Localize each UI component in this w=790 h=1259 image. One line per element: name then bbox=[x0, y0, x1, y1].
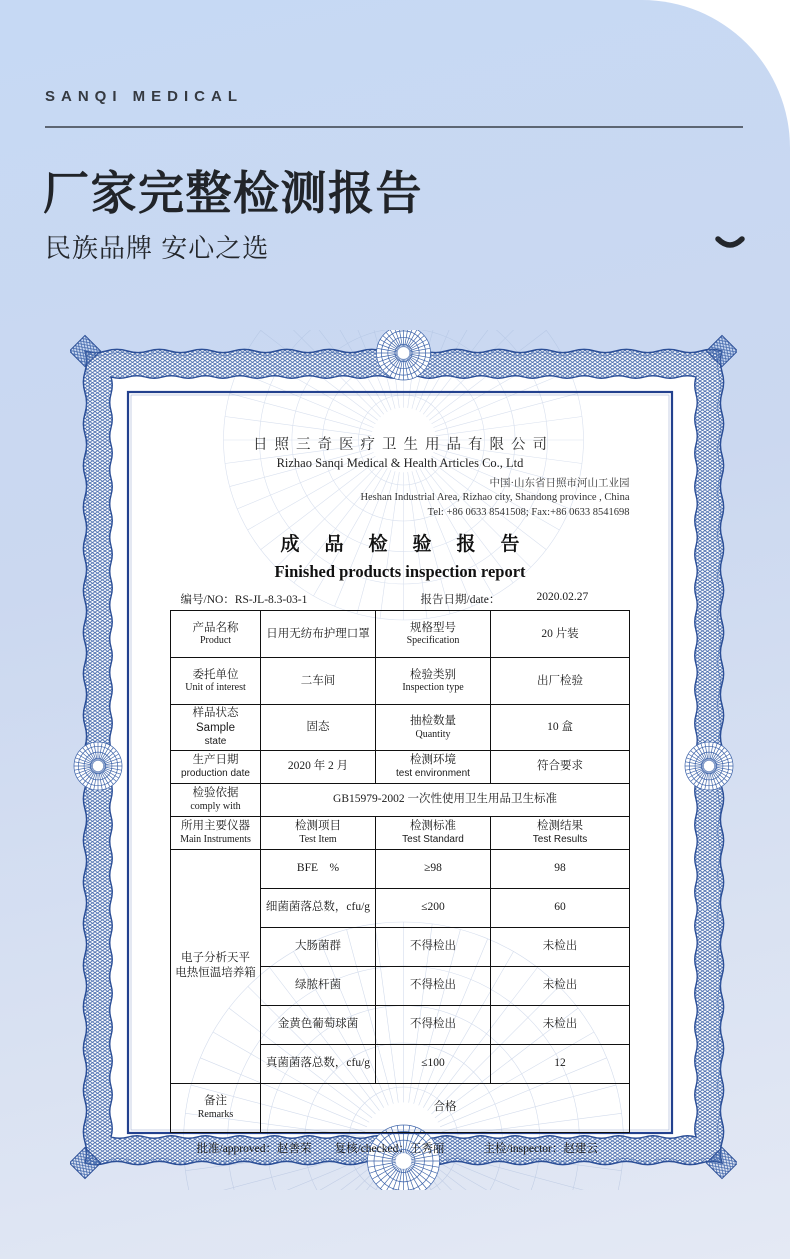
report-no bbox=[181, 591, 308, 607]
cell-value: 2020 年 2 月 bbox=[261, 750, 376, 783]
cell-value: 固态 bbox=[261, 705, 376, 750]
company-name-en: Rizhao Sanqi Medical & Health Articles Co., Ltd bbox=[276, 456, 524, 470]
test-item: 细菌菌落总数，cfu/g bbox=[261, 888, 376, 927]
test-standard: ≤100 bbox=[376, 1044, 491, 1083]
label-cn: 检验类别 bbox=[410, 668, 456, 681]
inspection-report bbox=[128, 392, 672, 1155]
report-no-value: RS-JL-8.3-03-1 bbox=[234, 594, 308, 607]
label-cn: 检验依据 bbox=[192, 786, 239, 799]
instruments-cell bbox=[171, 849, 261, 1083]
checked-by bbox=[335, 1140, 445, 1156]
table-row bbox=[171, 705, 630, 750]
cell-label bbox=[171, 783, 261, 816]
brand-logo-text: SANQI MEDICAL bbox=[45, 88, 243, 105]
approved-by bbox=[197, 1140, 312, 1156]
label-cn: 规格型号 bbox=[410, 621, 456, 634]
label-en: test environment bbox=[396, 767, 470, 779]
report-no-label: 编号/NO： bbox=[180, 594, 235, 607]
approved-name: 赵善荣 bbox=[276, 1142, 312, 1155]
test-standard: 不得检出 bbox=[376, 927, 491, 966]
label-cn: 所用主要仪器 bbox=[181, 819, 250, 832]
label-cn: 检测标准 bbox=[410, 819, 456, 832]
report-date-value: 2020.02.27 bbox=[536, 591, 589, 604]
page-title: 厂家完整检测报告 bbox=[43, 167, 423, 219]
header-divider bbox=[45, 126, 743, 128]
company-address bbox=[171, 477, 630, 520]
table-row-remarks bbox=[171, 1083, 630, 1132]
table-row bbox=[171, 611, 630, 658]
table-row bbox=[171, 750, 630, 783]
cell-value: 20 片装 bbox=[491, 611, 630, 658]
label-cn: 检测环境 bbox=[410, 753, 456, 766]
approved-label: 批准/approved： bbox=[196, 1142, 277, 1155]
report-title-cn: 成品检验报告 bbox=[280, 534, 545, 556]
column-header bbox=[171, 816, 261, 849]
test-standard: ≤200 bbox=[376, 888, 491, 927]
page-subtitle: 民族品牌 安心之选 bbox=[45, 233, 270, 263]
address-cn: 中国·山东省日照市河山工业园 bbox=[489, 478, 630, 489]
label-cn: 生产日期 bbox=[192, 753, 239, 766]
report-date-label: 报告日期/date： bbox=[420, 594, 501, 607]
table-row-comply bbox=[171, 783, 630, 816]
cell-value: 符合要求 bbox=[491, 750, 630, 783]
cell-label bbox=[171, 750, 261, 783]
address-en: Heshan Industrial Area, Rizhao city, Shandong province , China bbox=[360, 492, 630, 504]
label-en: Product bbox=[199, 635, 232, 647]
report-title-en: Finished products inspection report bbox=[274, 562, 526, 582]
cell-value: GB15979-2002 一次性使用卫生用品卫生标准 bbox=[261, 783, 630, 816]
column-header bbox=[261, 816, 376, 849]
cell-label bbox=[171, 705, 261, 750]
cell-label bbox=[171, 658, 261, 705]
label-en: state bbox=[204, 735, 227, 747]
label-cn: 备注 bbox=[204, 1094, 227, 1107]
test-item: 绿脓杆菌 bbox=[261, 966, 376, 1005]
cell-value: 二车间 bbox=[261, 658, 376, 705]
label-en: Test Standard bbox=[402, 833, 464, 845]
test-item: 大肠菌群 bbox=[261, 927, 376, 966]
test-result: 未检出 bbox=[491, 1005, 630, 1044]
label-cn: 产品名称 bbox=[192, 621, 239, 634]
label-en: Main Instruments bbox=[180, 833, 251, 845]
cell-label bbox=[376, 750, 491, 783]
test-result: 未检出 bbox=[491, 966, 630, 1005]
test-result: 98 bbox=[491, 849, 630, 888]
test-item: 金黄色葡萄球菌 bbox=[261, 1005, 376, 1044]
cell-label bbox=[171, 611, 261, 658]
cell-value: 日用无纺布护理口罩 bbox=[261, 611, 376, 658]
table-row bbox=[171, 658, 630, 705]
table-row-test bbox=[171, 849, 630, 888]
cell-value: 出厂检验 bbox=[491, 658, 630, 705]
test-standard: ≥98 bbox=[376, 849, 491, 888]
label-cn: 样品状态 Sample bbox=[192, 707, 239, 735]
tel-fax: Tel: +86 0633 8541508; Fax:+86 0633 8541698 bbox=[427, 506, 630, 518]
label-en: Test Results bbox=[532, 833, 588, 845]
label-cn: 抽检数量 bbox=[410, 714, 456, 727]
test-item: 真菌菌落总数，cfu/g bbox=[261, 1044, 376, 1083]
label-cn: 委托单位 bbox=[192, 668, 239, 681]
test-result: 未检出 bbox=[491, 927, 630, 966]
label-en: production date bbox=[181, 767, 250, 779]
signature-row bbox=[171, 1140, 630, 1158]
label-en: Inspection type bbox=[402, 682, 464, 694]
label-en: comply with bbox=[190, 800, 241, 812]
cell-label bbox=[376, 658, 491, 705]
test-item: BFE % bbox=[261, 849, 376, 888]
inspection-table bbox=[170, 610, 630, 1132]
cell-label bbox=[376, 705, 491, 750]
inspector-label: 主检/inspector： bbox=[483, 1142, 564, 1155]
inspected-by bbox=[484, 1140, 598, 1156]
remarks-value: 合格 bbox=[261, 1083, 630, 1132]
test-standard: 不得检出 bbox=[376, 966, 491, 1005]
test-standard: 不得检出 bbox=[376, 1005, 491, 1044]
label-en: Test Item bbox=[299, 833, 337, 845]
instrument-1: 电子分析天平 bbox=[181, 952, 250, 965]
cell-label bbox=[171, 1083, 261, 1132]
label-en: Quantity bbox=[415, 728, 451, 740]
table-header-row bbox=[171, 816, 630, 849]
chevron-down-icon[interactable] bbox=[714, 235, 746, 253]
label-cn: 检测项目 bbox=[295, 819, 341, 832]
label-en: Remarks bbox=[197, 1108, 234, 1120]
inspector-name: 赵建云 bbox=[563, 1142, 598, 1155]
column-header bbox=[376, 816, 491, 849]
label-en: Specification bbox=[406, 635, 460, 647]
company-name-cn: 日照三奇医疗卫生用品有限公司 bbox=[253, 437, 554, 453]
cell-label bbox=[376, 611, 491, 658]
checked-label: 复核/checked： bbox=[334, 1142, 410, 1155]
label-cn: 检测结果 bbox=[537, 819, 583, 832]
instrument-2: 电热恒温培养箱 bbox=[175, 967, 256, 980]
label-en: Unit of interest bbox=[185, 682, 246, 694]
test-result: 12 bbox=[491, 1044, 630, 1083]
checked-name: 王秀丽 bbox=[409, 1142, 445, 1155]
report-meta bbox=[171, 591, 630, 607]
test-result: 60 bbox=[491, 888, 630, 927]
cell-value: 10 盒 bbox=[491, 705, 630, 750]
column-header bbox=[491, 816, 630, 849]
